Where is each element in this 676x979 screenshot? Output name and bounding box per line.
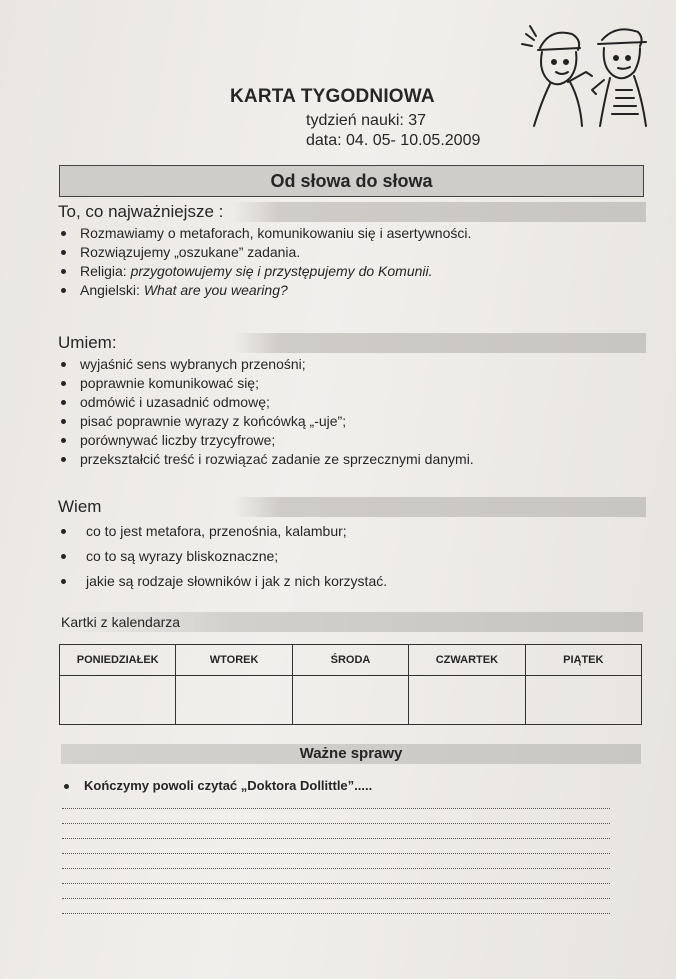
day-header: PONIEDZIAŁEK (60, 645, 176, 676)
header-block (56, 80, 556, 160)
list-item: Angielski: What are you wearing? (56, 281, 646, 300)
bullet-icon (61, 419, 66, 424)
calendar-heading: Kartki z kalendarza (59, 612, 643, 632)
list-item: pisać poprawnie wyrazy z końcówką „-uje”; (56, 412, 646, 431)
section-heading: To, co najważniejsze : (56, 202, 646, 222)
bullet-icon (61, 231, 66, 236)
section-wiem (56, 497, 646, 594)
bullet-icon (61, 362, 66, 367)
bullet-icon (61, 288, 66, 293)
task-text: Kończymy powoli czytać „Doktora Dollittle”..... (84, 778, 373, 793)
wiem-list (56, 519, 646, 594)
writing-line[interactable] (62, 823, 610, 824)
writing-line[interactable] (62, 913, 610, 914)
section-banner: Od słowa do słowa (59, 165, 644, 197)
date-range: data: 04. 05- 10.05.2009 (306, 132, 481, 149)
section-najwazniejsze (56, 202, 646, 300)
writing-line[interactable] (62, 868, 610, 869)
bullet-icon (61, 438, 66, 443)
calendar-header-row (60, 645, 642, 676)
bullet-icon (61, 554, 66, 559)
bullet-icon (61, 529, 66, 534)
bullet-icon (61, 381, 66, 386)
writing-line[interactable] (62, 808, 610, 809)
list-item: odmówić i uzasadnić odmowę; (56, 393, 646, 412)
list-item: co to jest metafora, przenośnia, kalambur; (56, 519, 646, 544)
writing-line[interactable] (62, 898, 610, 899)
bullet-icon (61, 579, 66, 584)
day-header: CZWARTEK (409, 645, 525, 676)
section-umiem (56, 333, 646, 469)
calendar-table (59, 644, 642, 725)
day-cell[interactable] (525, 676, 641, 725)
list-item: Religia: przygotowujemy się i przystępujemy do Komunii. (56, 262, 646, 281)
list-item: jakie są rodzaje słowników i jak z nich korzystać. (56, 569, 646, 594)
section-heading: Wiem (56, 497, 646, 517)
wazne-heading: Ważne sprawy (61, 744, 641, 764)
section-heading: Umiem: (56, 333, 646, 353)
day-cell[interactable] (60, 676, 176, 725)
list-item: Rozwiązujemy „oszukane” zadania. (56, 243, 646, 262)
day-cell[interactable] (176, 676, 292, 725)
list-item: Rozmawiamy o metaforach, komunikowaniu się i asertywności. (56, 224, 646, 243)
day-cell[interactable] (292, 676, 408, 725)
bullet-icon (61, 400, 66, 405)
page-title: KARTA TYGODNIOWA (230, 86, 435, 107)
day-header: ŚRODA (292, 645, 408, 676)
bullet-icon (61, 250, 66, 255)
writing-line[interactable] (62, 853, 610, 854)
calendar-entry-row (60, 676, 642, 725)
list-item: wyjaśnić sens wybranych przenośni; (56, 355, 646, 374)
bullet-icon (64, 784, 69, 789)
bullet-icon (61, 269, 66, 274)
day-cell[interactable] (409, 676, 525, 725)
list-item: poprawnie komunikować się; (56, 374, 646, 393)
week-number: tydzień nauki: 37 (306, 112, 427, 129)
day-header: WTOREK (176, 645, 292, 676)
writing-line[interactable] (62, 838, 610, 839)
najwazniejsze-list (56, 224, 646, 300)
bullet-icon (61, 457, 66, 462)
umiem-list (56, 355, 646, 469)
boys-illustration-icon (520, 20, 650, 130)
day-header: PIĄTEK (525, 645, 641, 676)
task-item (62, 778, 372, 793)
writing-line[interactable] (62, 883, 610, 884)
list-item: co to są wyrazy bliskoznaczne; (56, 544, 646, 569)
list-item: porównywać liczby trzycyfrowe; (56, 431, 646, 450)
list-item: przekształcić treść i rozwiązać zadanie ze sprzecznymi danymi. (56, 450, 646, 469)
